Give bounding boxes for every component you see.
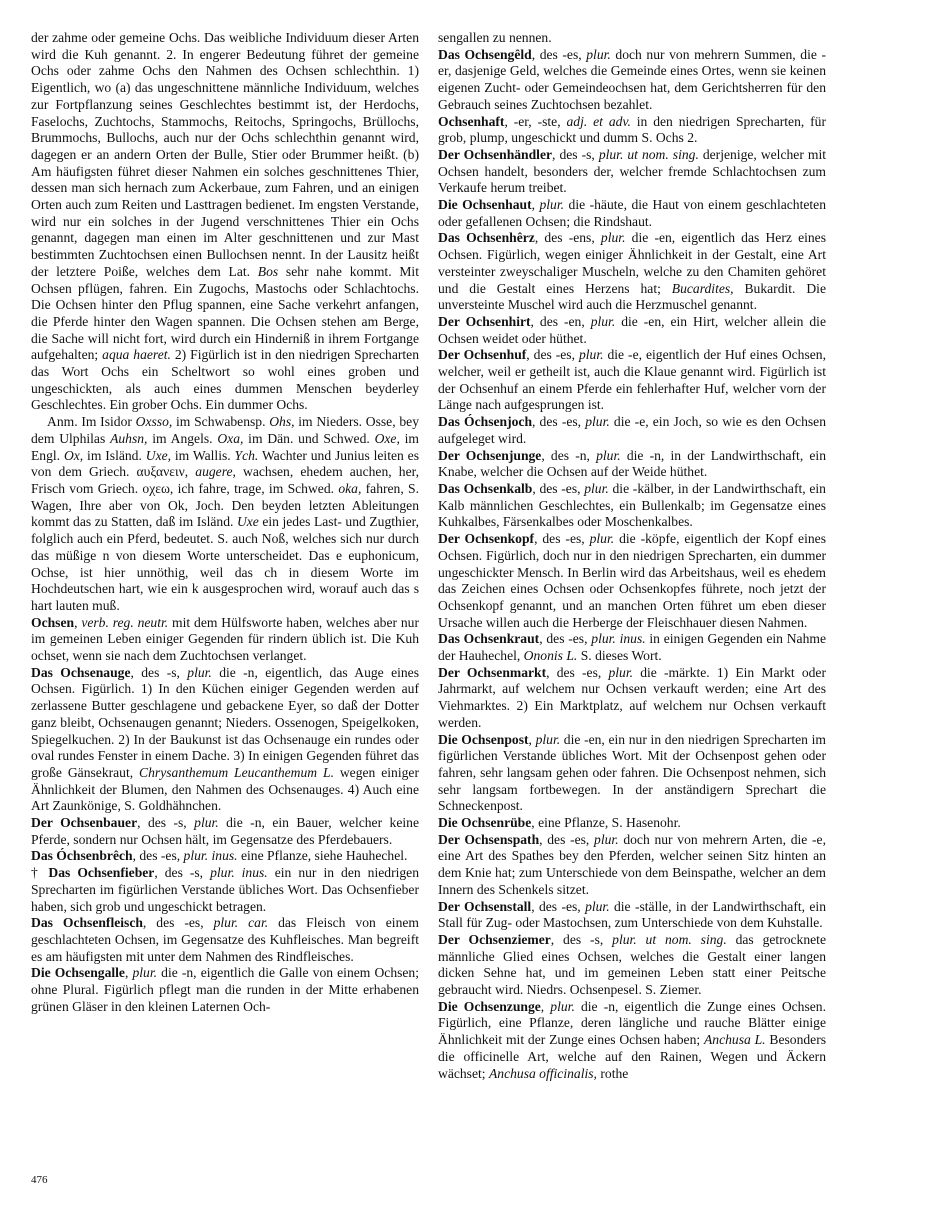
italic-term: Oxe, (374, 430, 400, 446)
entry-text: im Schwabensp. (172, 414, 270, 430)
italic-term: Anchusa officinalis, (488, 1065, 597, 1081)
entry-text: sengallen zu nennen. (438, 30, 552, 45)
entry-paragraph (31, 815, 419, 848)
entry-text: die -n, eigentlich die Galle von einem Ochsen; ohne Plural. Figürlich pflegt man die runden in der Mitte erhabenen grünen Gläser in den kleinen Laternen Och- (31, 965, 420, 1014)
page-number: 476 (31, 1174, 48, 1186)
entry-paragraph (438, 47, 826, 114)
entry-paragraph (438, 347, 826, 414)
entry-text: die -ställe, in der Landwirthschaft, ein Stall für Zug- oder Mastochsen, zum Unterschiede von dem Kuhstalle. (438, 898, 826, 931)
entry-text: , des -ens, (534, 230, 601, 246)
entry-paragraph (438, 665, 826, 732)
headword: Der Ochsenspath (438, 831, 540, 847)
entry-paragraph (31, 615, 419, 665)
entry-paragraph (438, 448, 826, 481)
entry-paragraph (438, 732, 826, 816)
entry-text: sehr nahe kommt. Mit Ochsen pflügen, fahren. Ein Zugochs, Mastochs oder Schlachtochs. Die Ochsen hinter den Pflug spannen, eine Sache verkehrt anfangen, die Pferde hinter den Wagen spannen. Die Ochsen stehen am Berge, die Sache will nicht fort, wird durch ein Hinderniß in ihrem Fortgange aufgehalten; (31, 263, 419, 363)
entry-text: 2) Figürlich ist in den niedrigen Sprecharten das Wort Ochs ein Scheltwort so wohl eines groben und ungeschickten, als auch eines dummen Menschen beyderley Geschlechtes. Ein grober Ochs. Ein dummer Ochs. (31, 347, 420, 413)
entry-text: im Engl. (31, 430, 419, 463)
entry-text: , des -s, (130, 664, 188, 680)
headword: Der Ochsenhuf (438, 347, 527, 363)
italic-term: Chrysanthemum Leucanthemum L. (139, 764, 334, 780)
entry-text: † (31, 865, 49, 881)
entry-text: , des -s, (550, 931, 613, 947)
headword: Der Ochsenbauer (31, 815, 138, 831)
entry-text: in den niedrigen Sprecharten, für grob, plump, ungeschickt und dumm S. Ochs 2. (438, 113, 826, 146)
entry-text: fahren, S. Wagen, Ihre aber von Ok, Joch. Den beyden letzten Ableitungen kommt das zu Statten, daß im Isländ. (31, 480, 419, 530)
headword: Das Ochsenkalb (438, 480, 533, 496)
entry-text: wegen einiger Ähnlichkeit der Blumen, den Nahmen des Ochsenauges. 4) Auch eine Art Zaunkönige, S. Goldhähnchen. (31, 764, 419, 814)
entry-paragraph (438, 314, 826, 347)
entry-text: , des -es, (546, 664, 609, 680)
entry-paragraph (438, 815, 826, 832)
entry-text: die -köpfe, eigentlich der Kopf eines Ochsen. Figürlich, doch nur in den niedrigen Sprecharten, ein dummer ungeschickter Mensch. In Berlin wird das Arbeitshaus, weil es ehedem das Zeichen eines Ochsen oder Ochsenkopfes führete, noch jetzt der Ochsenkopf genannt, und an manchen Orten führet um eben dieser Ursache willen auch die Herberge der Fleischhauer diesen Nahmen. (438, 531, 826, 630)
headword: Das Óchsenbrêch (31, 848, 133, 864)
italic-term: plur. (589, 531, 615, 547)
entry-paragraph (438, 230, 826, 314)
entry-paragraph (31, 965, 419, 1015)
entry-paragraph (31, 665, 419, 815)
italic-term: plur. (539, 197, 565, 213)
italic-term: augere, (195, 464, 236, 480)
headword: Die Ochsenpost (438, 731, 529, 747)
italic-term: Oxa, (217, 430, 244, 446)
entry-text: mit dem Hülfsworte haben, welches aber nur im gemeinen Leben einiger Gegenden für rindern üblich ist. Die Kuh ochset, wenn sie nach dem Zuchtochsen verlanget. (31, 614, 419, 664)
italic-term: aqua haeret. (102, 347, 171, 363)
italic-term: plur. (187, 664, 212, 680)
entry-text: , des -s, (154, 865, 211, 881)
italic-term: Uxe (236, 514, 259, 530)
entry-paragraph (438, 932, 826, 999)
italic-term: plur. (550, 998, 575, 1014)
italic-term: plur. (586, 46, 611, 62)
headword: Der Ochsenziemer (438, 931, 551, 947)
italic-term: plur. inus. (210, 865, 268, 881)
entry-paragraph (438, 631, 826, 664)
italic-term: Ononis L. (523, 648, 578, 664)
entry-text: die -en, eigentlich das Herz eines Ochsen. Figürlich, wegen einiger Ähnlichkeit in der Gestalt, eine Art versteinter zweyschaliger Muscheln, welche zu den Chamiten gehöret und die Gestalt eines Herzens hat; (438, 230, 826, 296)
entry-paragraph (438, 481, 826, 531)
italic-term: plur. (132, 965, 158, 981)
italic-term: plur. (194, 815, 219, 831)
headword: Die Ochsengalle (31, 965, 125, 981)
entry-text: die -e, ein Joch, so wie es den Ochsen aufgeleget wird. (438, 414, 826, 446)
entry-text: , des -es, (532, 414, 586, 430)
italic-term: plur. ut nom. sing. (598, 146, 699, 162)
italic-term: plur. inus. (591, 631, 646, 647)
entry-text: die -en, ein nur in den niedrigen Sprecharten im figürlichen Verstande übliches Wort. Mit der Ochsenpost gehen oder fahren, sehr langsam gehen oder fahren. Die Ochsenpost nehmen, sich sehr langsam fortbewegen. In der anständigern Sprechart die Schneckenpost. (438, 731, 826, 814)
entry-text: die -häute, die Haut von einem geschlachteten oder gefallenen Ochsen; die Rindshaut. (438, 197, 826, 229)
entry-text: S. dieses Wort. (577, 648, 662, 664)
italic-term: Bucardites, (671, 280, 734, 296)
headword: Der Ochsenstall (438, 898, 532, 914)
entry-text: die -märkte. 1) Ein Markt oder Jahrmarkt, auf welchem nur Ochsen verkauft werden; eine Art des Viehmarktes. 2) Ein Marktplatz, auf welchem nur Ochsen verkauft werden. (438, 664, 826, 730)
entry-text: , des -es, (539, 631, 592, 647)
italic-term: plur. (578, 347, 604, 363)
entry-text: die -kälber, in der Landwirthschaft, ein Kalb männlichen Geschlechtes, ein Bullenkalb; im Gegensatze eines Kuhkalbes, Färsenkalbes oder Moschenkalbes. (438, 480, 826, 530)
entry-text: , des -es, (142, 915, 214, 931)
entry-text: , des -es, (532, 480, 585, 496)
entry-text: , (124, 965, 133, 981)
italic-term: verb. reg. neutr. (81, 614, 169, 630)
entry-text: , des -es, (531, 46, 587, 62)
entry-paragraph (438, 30, 826, 47)
entry-text: in einigen Gegenden ein Nahme der Hauhechel, (438, 631, 826, 664)
italic-term: plur. inus. (183, 848, 238, 864)
italic-term: plur. (585, 414, 610, 430)
entry-paragraph (31, 848, 419, 865)
entry-paragraph (438, 114, 826, 147)
entry-text: im Nieders. Osse, bey dem Ulphilas (31, 414, 419, 446)
entry-text: wachsen, ehedem auchen, her, Frisch vom Griech. οχεω, ich fahre, trage, im Schwed. (31, 464, 419, 496)
entry-paragraph (438, 899, 826, 932)
italic-term: Auhsn, (110, 430, 148, 446)
entry-text: , des -es, (526, 347, 579, 363)
italic-term: plur. (590, 313, 616, 329)
headword: Die Ochsenrübe (438, 815, 532, 831)
entry-text: , des -es, (132, 848, 184, 864)
entry-paragraph (31, 414, 419, 614)
headword: Der Ochsenhirt (438, 313, 531, 329)
entry-text: , des -es, (531, 898, 586, 914)
entry-text: das getrocknete männliche Glied eines Ochsen, welches die Gestalt einer langen dicken Sehne hat, und im gemeinen Leben statt einer Peitsche gebraucht wird. Niedrs. Ochsenpesel. S. Ziemer. (438, 931, 826, 998)
entry-paragraph (31, 915, 419, 965)
entry-text: , (74, 614, 82, 630)
entry-paragraph (438, 832, 826, 899)
left-column (31, 30, 419, 1015)
italic-term: plur. (596, 447, 621, 463)
entry-text: doch nur von mehrern Arten, die -e, eine Art des Spathes bey den Pferden, welcher seinen Sitz hinten an dem Knie hat; zum Unterschiede von dem Beinspathe, welcher an dem Innern des Schenkels sitzet. (438, 831, 826, 897)
headword: Der Ochsenhändler (438, 146, 553, 162)
entry-text: der zahme oder gemeine Ochs. Das weibliche Individuum dieser Arten wird die Kuh genannt. 2. In engerer Bedeutung führet der gemeine Ochs oder zahme Ochs den Nahmen des Ochsen schlechthin. 1) Eigentlich, wo (a) das ungeschnittene männliche Individuum, welches zur Fortpflanzung seines Geschlechtes bestimmt ist, der Herdochs, Faselochs, Zuchtochs, Stammochs, Reitochs, Springochs, Brüllochs, Brummochs, Bullochs, auch nur der Ochs schlechthin genannt wird, dagegen er an andern Orten der Bulle, Stier oder Brummer heißt. (b) Am häufigsten führet dieser Nahmen ein solches geschnittenes Thier, dessen man sich hernach zum Ackerbaue, zum Fahren, und an einigen Orten auch zum Reiten und Lasttragen bedienet. Im engsten Verstande, wird nur ein solches in der Jugend verschnittenes Thier ein Ochs genannt, dagegen man einen im Alter geschnittenen und zur Mast bestimmten Zuchtochsen einen Bullochsen nennt. In der Lausitz heißt der letztere Poiße, welches dem Lat. (31, 30, 419, 279)
italic-term: plur. (535, 731, 561, 747)
italic-term: plur. car. (213, 915, 269, 931)
entry-text: , (531, 197, 540, 213)
italic-term: Ohs, (269, 414, 295, 430)
entry-text: , des -en, (530, 313, 591, 329)
headword: Die Ochsenzunge (438, 998, 541, 1014)
entry-text: die -en, ein Hirt, welcher allein die Ochsen weidet oder hüthet. (438, 313, 826, 346)
entry-text: , des -n, (541, 447, 597, 463)
entry-text: , eine Pflanze, S. Hasenohr. (531, 815, 681, 831)
entry-paragraph (438, 531, 826, 631)
entry-text: im Angels. (147, 430, 218, 446)
entry-paragraph (438, 197, 826, 230)
italic-term: Ox, (63, 447, 84, 463)
entry-text: das Fleisch von einem geschlachteten Ochsen, im Gegensatze des Kuhfleisches. Man begreift es am häufigsten mit unter dem Nahmen des Rindfleisches. (31, 915, 419, 964)
headword: Das Ochsenauge (31, 664, 131, 680)
entry-paragraph (438, 999, 826, 1083)
italic-term: plur. (585, 898, 610, 914)
italic-term: Bos (257, 263, 279, 279)
entry-text: rothe (596, 1065, 629, 1081)
headword: Ochsenhaft (438, 113, 505, 129)
entry-text: , des -es, (539, 831, 595, 847)
entry-text: Anm. Im Isidor (47, 414, 136, 430)
entry-text: ein jedes Last- und Zugthier, folglich auch ein Pferd, bedeutet. S. auch Noß, welches sich nur durch das müßige n von diesem Worte unterscheidet. Das e euphonicum, Ochse, ist hier unnöthig, weil das ch in diesem Worte im Hochdeutschen hart, wie ein k ausgesprochen wird, worauf auch das s hart lauten muß. (31, 514, 419, 613)
entry-text: , des -s, (552, 146, 599, 162)
entry-text: , des -es, (534, 531, 590, 547)
entry-text: ein nur in den niedrigen Sprecharten im figürlichen Verstande übliches Wort. Das Ochsenfieber haben, sich grob und ungeschickt betragen. (31, 865, 419, 914)
entry-text: , des -s, (137, 815, 195, 831)
headword: Das Ochsengêld (438, 46, 532, 62)
entry-text: die -n, ein Bauer, welcher keine Pferde, sondern nur Ochsen hält, im Gegensatze des Pferdebauers. (31, 815, 419, 847)
headword: Das Ochsenhêrz (438, 230, 535, 246)
entry-text: die -n, eigentlich, das Auge eines Ochsen. Figürlich. 1) In den Küchen einiger Gegenden werden auf zerlassene Butter geschlagene und gebackene Eyer, so daß der Dotter ganz bleibt, Ochsenaugen genannt; Nieders. Ossenogen, Speigelkoken, Spiegelkuchen. 2) In der Baukunst ist das Ochsenauge ein rundes oder oval rundes Fenster in einem Dache. 3) In einigen Gegenden führet das große Gänsekraut, (31, 664, 419, 780)
entry-text: eine Pflanze, siehe Hauhechel. (237, 848, 408, 864)
entry-paragraph (438, 414, 826, 447)
entry-paragraph (31, 865, 419, 915)
italic-term: Uxe, (145, 447, 172, 463)
entry-text: die -e, eigentlich der Huf eines Ochsen, welcher, weil er getheilt ist, auch die Klaue genannt wird. Figürlich ist der Ochsenhuf an einem Pferde ein fehlerhafter Huf, welcher vorn der Länge nach aufgesprungen ist. (438, 347, 826, 413)
entry-text: im Wallis. (171, 447, 235, 463)
headword: Der Ochsenmarkt (438, 664, 547, 680)
entry-text: , (540, 998, 551, 1014)
italic-term: Anchusa L. (703, 1032, 766, 1048)
headword: Ochsen (31, 614, 75, 630)
entry-text: Wachter und Junius leiten es von dem Griech. αυξανειν, (31, 447, 419, 480)
entry-text: die -n, in der Landwirthschaft, ein Knabe, welcher die Ochsen auf der Weide hüthet. (438, 447, 826, 480)
entry-text: doch nur von mehrern Summen, die -er, dasjenige Geld, welches die Gemeinde eines Ortes, wenn sie keinen eigenen Zucht- oder Gemeindeochsen hat, dem Gerichtsherren für den Gebrauch seines Zuchtochsen bezahlet. (438, 46, 826, 112)
headword: Der Ochsenjunge (438, 447, 542, 463)
entry-text: Besonders die officinelle Art, welche auf den Rainen, Wegen und Äckern wächset; (438, 1032, 827, 1081)
entry-text: die -n, eigentlich die Zunge eines Ochsen. Figürlich, eine Pflanze, deren längliche und rauche Blätter einige Ähnlichkeit mit der Zunge eines Ochsen haben; (438, 998, 827, 1048)
italic-term: plur. (584, 480, 609, 496)
italic-term: plur. (600, 230, 626, 246)
italic-term: plur. ut nom. sing. (612, 931, 727, 947)
entry-text: im Dän. und Schwed. (243, 430, 375, 446)
italic-term: adj. et adv. (566, 113, 631, 129)
italic-term: Oxsso, (135, 414, 173, 430)
headword: Das Ochsenkraut (438, 631, 540, 647)
entry-paragraph (31, 30, 419, 414)
entry-text: derjenige, welcher mit Ochsen handelt, besonders der, welcher fremde Schlachtochsen zum Verkaufe herum treibet. (438, 146, 826, 196)
italic-term: Ych. (234, 447, 259, 463)
headword: Das Ochsenfieber (48, 865, 155, 881)
italic-term: oka, (338, 480, 362, 496)
right-column (438, 30, 826, 1082)
headword: Der Ochsenkopf (438, 531, 535, 547)
entry-text: , -er, -ste, (504, 113, 567, 129)
entry-text: Bukardit. Die unversteinte Muschel wird auch die Herzmuschel genannt. (438, 280, 826, 313)
entry-paragraph (438, 147, 826, 197)
italic-term: plur. (594, 831, 619, 847)
entry-text: im Isländ. (83, 447, 146, 463)
italic-term: plur. (608, 664, 634, 680)
headword: Das Óchsenjoch (438, 414, 533, 430)
headword: Die Ochsenhaut (438, 197, 532, 213)
entry-text: , (528, 731, 536, 747)
headword: Das Ochsenfleisch (31, 915, 143, 931)
